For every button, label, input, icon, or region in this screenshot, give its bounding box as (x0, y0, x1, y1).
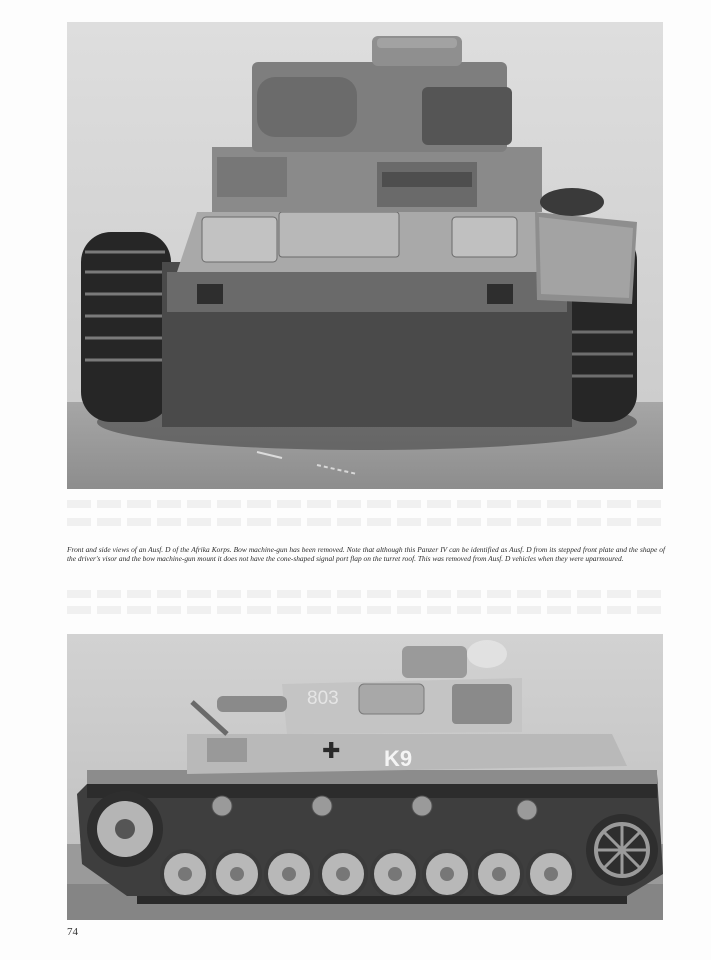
show-through-band (67, 518, 663, 526)
show-through-band (67, 606, 663, 614)
hull-marking: K9 (384, 746, 413, 771)
show-through-band (67, 590, 663, 598)
turret-number-marking: 803 (307, 688, 339, 709)
photo-caption: Front and side views of an Ausf. D of the Afrika Korps. Bow machine-gun has been removed. Note that although this Panzer IV can be identified as Ausf. D from its stepped front plate and the shape of the driver's visor and the bow machine-gun mount it does not have the cone-shaped signal port flap on the turret roof. This was removed from Ausf. D vehicles when they were uparmoured. (67, 545, 665, 564)
photo-tank-side-view (67, 634, 663, 920)
show-through-band (67, 500, 663, 508)
svg-text:✚: ✚ (322, 738, 341, 763)
page-number: 74 (67, 926, 78, 938)
photo-tank-front-view (67, 22, 663, 489)
